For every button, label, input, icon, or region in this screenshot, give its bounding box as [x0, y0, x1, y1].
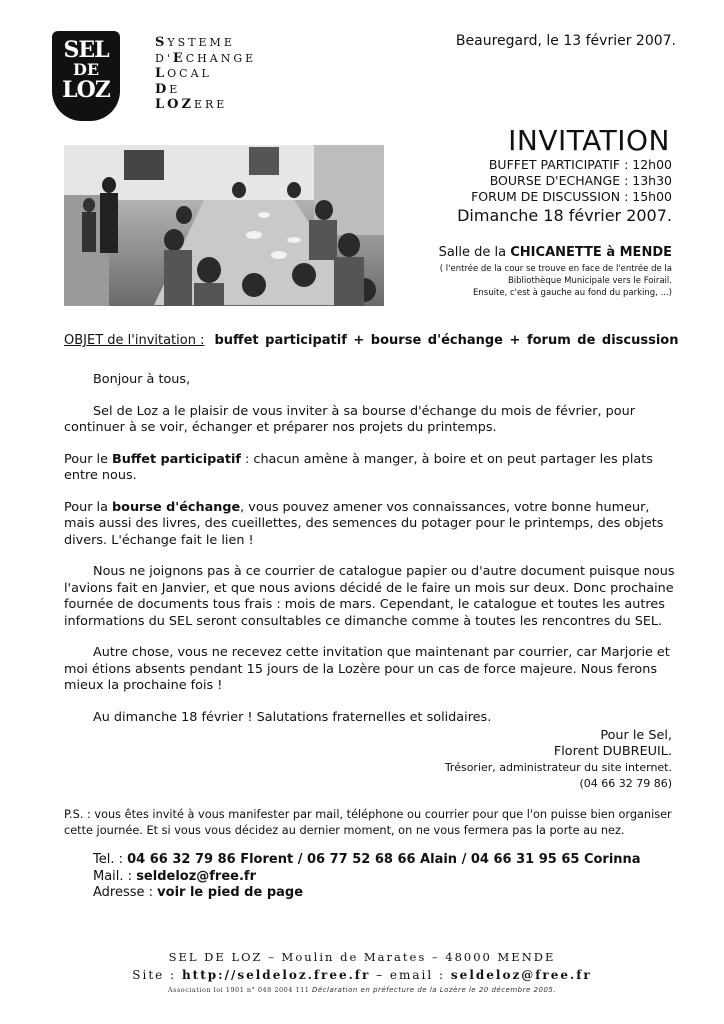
- event-photo: [64, 145, 384, 306]
- footer-email-link[interactable]: seldeloz@free.fr: [450, 968, 592, 982]
- site-link[interactable]: http://seldeloz.free.fr: [181, 968, 371, 982]
- contact-block: [93, 852, 641, 902]
- acronym-block: [155, 35, 256, 113]
- paragraph: Sel de Loz a le plaisir de vous inviter à sa bourse d'échange du mois de février, pour continuer à se voir, échanger et préparer nos projets du printemps.: [64, 403, 635, 435]
- event-date: Dimanche 18 février 2007.: [457, 206, 672, 225]
- paragraph: Nous ne joignons pas à ce courrier de catalogue papier ou d'autre document puisque nous l'avions fait en Janvier, et que nous avions décidé de le faire un mois sur deux. Donc prochaine fournée de documents tous frais : mois de mars. Cependant, le catalogue et toutes les autres informations du SEL seront consultables ce dimanche comme à toutes les rencontres du SEL.: [64, 564, 675, 629]
- address-line: Adresse : voir le pied de page: [93, 885, 304, 900]
- paragraph: Autre chose, vous ne recevez cette invitation que maintenant par courrier, car Marjorie et moi étions absents pendant 15 jours de la Lozère pour un cas de force majeure. Nous ferons mieux la prochaine fois !: [64, 645, 670, 693]
- sel-de-loz-logo: [52, 31, 120, 121]
- logo-line-1: SEL: [63, 37, 109, 63]
- subject-line: [64, 333, 679, 348]
- footer-web: Site : http://seldeloz.free.fr – email : seldeloz@free.fr: [132, 968, 592, 982]
- mail-line: Mail. : seldeloz@free.fr: [93, 868, 256, 884]
- acronym-line: LOCAL: [155, 66, 212, 82]
- phone-line: Tel. : 04 66 32 79 86 Florent / 06 77 52 68 66 Alain / 04 66 31 95 65 Corinna: [93, 852, 641, 867]
- invitation-title: INVITATION: [508, 124, 670, 157]
- subject-label: OBJET de l'invitation :: [64, 333, 205, 348]
- venue: Salle de la CHICANETTE à MENDE: [438, 245, 672, 260]
- schedule-buffet: BUFFET PARTICIPATIF : 12h00: [488, 157, 672, 172]
- letter-body: [64, 372, 676, 741]
- closing: Au dimanche 18 février ! Salutations fraternelles et solidaires.: [93, 709, 492, 725]
- acronym-line: DE: [155, 81, 181, 97]
- paragraph: Pour la bourse d'échange, vous pouvez amener vos connaissances, votre bonne humeur, mais aussi des livres, des cueillettes, des semences du potager pour le printemps, des objets divers. L'échange fait le lien !: [64, 499, 664, 548]
- subject-items: buffet participatif + bourse d'échange + forum de discussion: [214, 333, 679, 348]
- logo-line-3: LOZ: [62, 77, 110, 103]
- venue-directions: ( l'entrée de la cour se trouve en face de l'entrée de la Bibliothèque Municipale vers le Foirail. Ensuite, c'est à gauche au fond du parking, ...): [439, 264, 672, 298]
- footer-legal: Association loi 1901 n° 048 2004 111 Déclaration en préfecture de la Lozère le 20 décembre 2005.: [167, 986, 557, 994]
- logo-line-2: DE: [72, 60, 100, 79]
- footer-address: SEL DE LOZ – Moulin de Marates – 48000 MENDE: [168, 950, 556, 964]
- schedule-bourse: BOURSE D'ECHANGE : 13h30: [489, 173, 672, 188]
- email-link[interactable]: seldeloz@free.fr: [136, 868, 256, 884]
- acronym-line: LOZERE: [155, 97, 228, 113]
- acronym-line: SYSTEME: [155, 35, 235, 50]
- schedule-forum: FORUM DE DISCUSSION : 15h00: [471, 189, 672, 204]
- greeting: Bonjour à tous,: [93, 372, 191, 387]
- signature: Pour le Sel, Florent DUBREUIL. Trésorier, administrateur du site internet. (04 66 32 79 86): [444, 728, 672, 790]
- acronym-line: D'ECHANGE: [155, 50, 257, 66]
- schedule: [471, 157, 672, 205]
- postscript: P.S. : vous êtes invité à vous manifester par mail, téléphone ou courrier pour que l'on puisse bien organiser cette journée. Et si vous vous décidez au dernier moment, on ne vous fermera pas la porte au nez.: [64, 808, 672, 837]
- paragraph: Pour le Buffet participatif : chacun amène à manger, à boire et on peut partager les plats entre nous.: [64, 451, 653, 483]
- letter-date: Beauregard, le 13 février 2007.: [455, 33, 676, 49]
